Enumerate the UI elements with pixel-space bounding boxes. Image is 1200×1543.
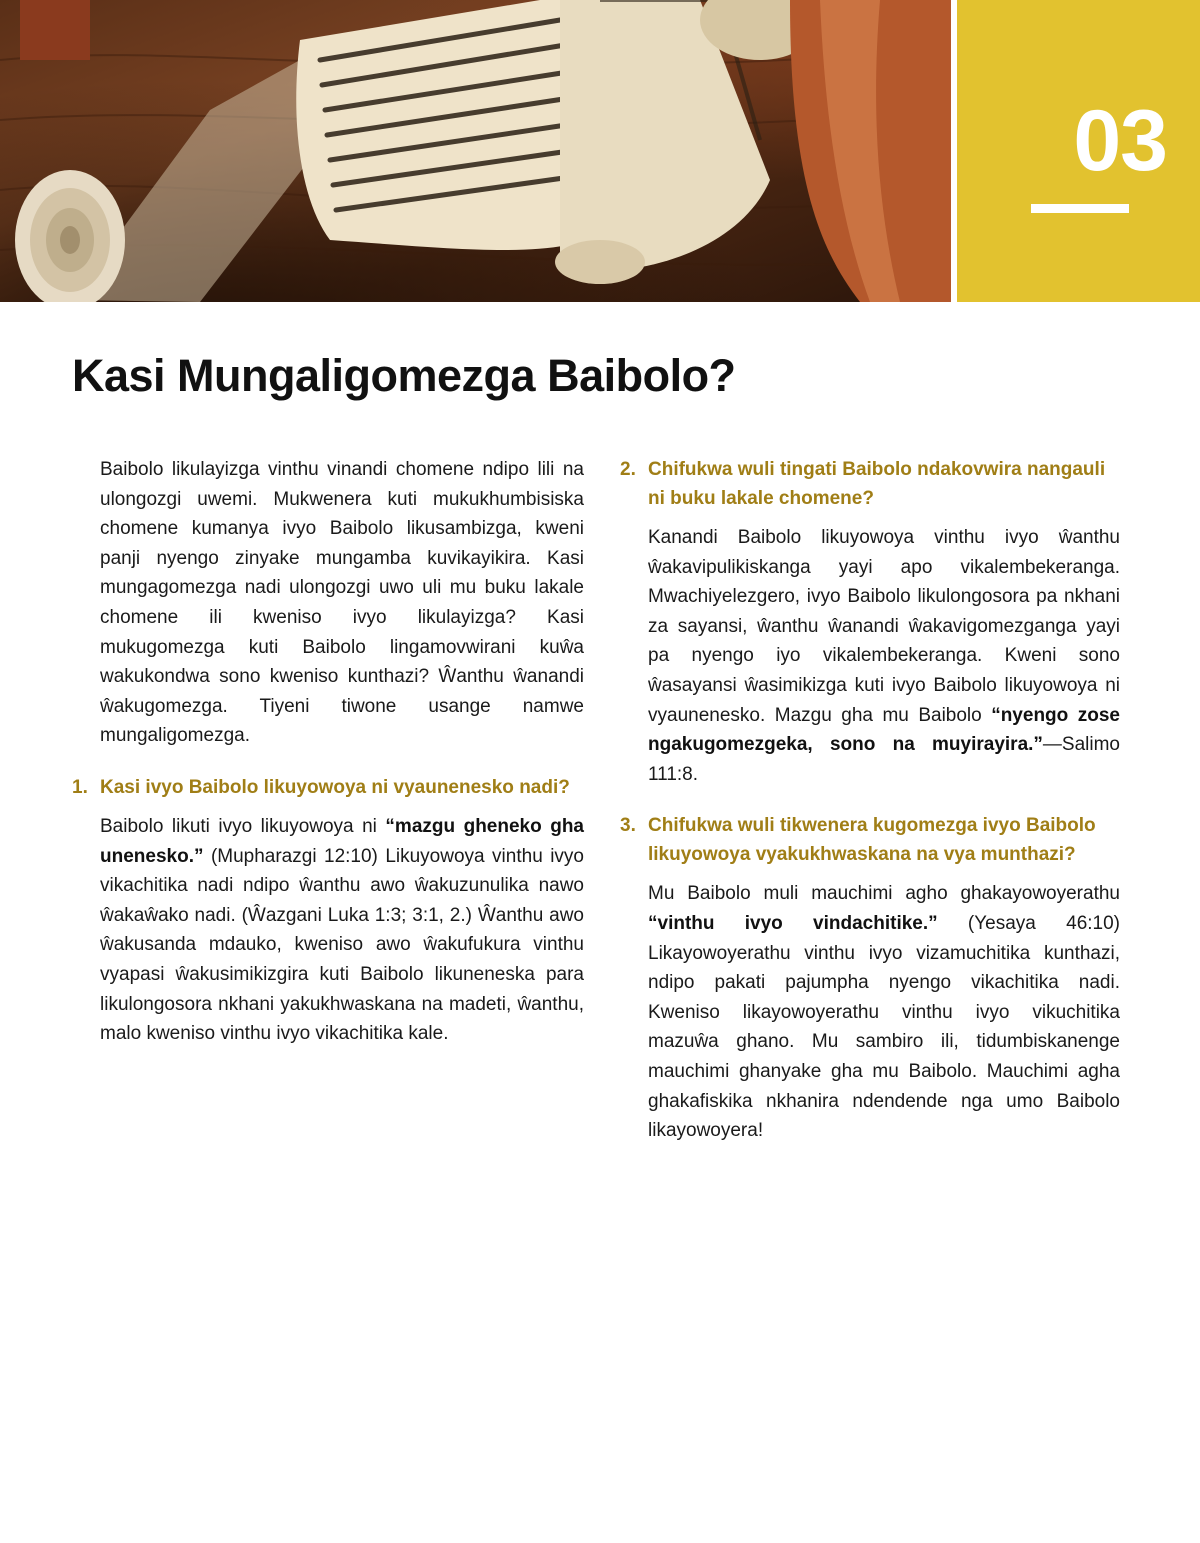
left-column — [72, 455, 584, 1049]
scripture-quote: “mazgu gheneko gha unenesko.” — [100, 815, 585, 867]
rolled-scroll-left — [15, 60, 340, 302]
intro-paragraph: Baibolo likulayizga vinthu vinandi chomene ndipo lili na ulongozgi uwemi. Mukwenera kuti mukukhumbisiska chomene kumanya ivyo Baibolo likusambizga, kweni panji nyengo zinyake mungamba kuvikayikira. Kasi mungagomezga nadi ulongozgi uwo uli mu buku lakale chomene ili kweniso ivyo likulayizga? Kasi mukugomezga kuti Baibolo lingamovwirani kuŵa wakukondwa sono kweniso kunthazi? Ŵanthu ŵanandi ŵakugomezga. Tiyeni tiwone usange namwe mungaligomezga. — [100, 459, 584, 747]
question-text: Chifukwa wuli tingati Baibolo ndakovwira nangauli ni buku lakale chomene? — [648, 459, 1106, 509]
question-text: Kasi ivyo Baibolo likuyowoya ni vyaunenesko nadi? — [100, 776, 570, 798]
answer-1-paragraph — [100, 812, 584, 1049]
answer-text: (Yesaya 46:10) Likayowoyerathu vinthu ivyo vizamuchitika kunthazi, ndipo pakati pajumpha nyengo vikachitika nadi. Kweniso likayowoyerathu vinthu ivyo vikuchitika mazuŵa ghano. Mu sambiro ili, tidumbiskanenge mauchimi ghanyake gha mu Baibolo. Mauchimi agha ghakafiskika nkhanira ndendende nga umo Baibolo likayowoyera! — [648, 912, 1120, 1142]
question-number: 1. — [72, 776, 88, 798]
question-text: Chifukwa wuli tikwenera kugomezga ivyo Baibolo likuyowoya vyakukhwaskana na vya munthazi? — [648, 815, 1096, 866]
header-image — [0, 0, 951, 302]
question-3 — [620, 811, 1120, 869]
question-number: 3. — [620, 815, 636, 837]
question-2 — [620, 455, 1120, 513]
answer-2-paragraph — [648, 523, 1120, 789]
page-title: Kasi Mungaligomezga Baibolo? — [72, 350, 736, 401]
question-1 — [72, 773, 584, 802]
lesson-badge — [957, 0, 1200, 302]
badge-underline — [1031, 204, 1129, 213]
answer-text: —Salimo 111:8. — [648, 734, 1120, 785]
wooden-block — [20, 0, 90, 60]
right-column — [620, 455, 1120, 1146]
scripture-quote: “vinthu ivyo vindachitike.” — [648, 912, 938, 934]
answer-text: Baibolo likuti ivyo likuyowoya ni — [100, 815, 386, 837]
scripture-quote: “nyengo zose ngakugomezgeka, sono na muyirayira.” — [648, 704, 1120, 756]
question-number: 2. — [620, 459, 636, 480]
answer-text: (Mupharazgi 12:10) Likuyowoya vinthu ivyo vikachitika nadi ndipo ŵanthu awo ŵakuzunulika nawo ŵakaŵako nadi. (Ŵazgani Luka 1:3; 3:1, 2.) Ŵanthu awo ŵakusanda mdauko, kweniso awo ŵakufukura vinthu vyapasi ŵakusimikizgira kuti Baibolo likuneneska para likulongosora nkhani yakukhwaskana na madeti, ŵanthu, malo kweniso vinthu ivyo vikachitika kale. — [100, 845, 584, 1045]
clay-jar — [790, 0, 951, 302]
answer-3-paragraph — [648, 879, 1120, 1145]
scrolls-illustration — [0, 0, 951, 302]
lesson-number: 03 — [1073, 93, 1167, 189]
answer-text: Kanandi Baibolo likuyowoya vinthu ivyo ŵanthu ŵakavipulikiskanga yayi apo vikalembekeranga. Mwachiyelezgero, ivyo Baibolo likulongosora pa nkhani za sayansi, ŵanthu ŵanandi ŵakavigomezganga yayi pa nyengo iyo vikalembekeranga. Kweni sono ŵasayansi ŵasimikizga kuti ivyo Baibolo likuyowoya ni vyaunenesko. Mazgu gha mu Baibolo — [648, 527, 1120, 726]
answer-text: Mu Baibolo muli mauchimi agho ghakayowoyerathu — [648, 883, 1120, 905]
rolled-scroll-right — [555, 0, 820, 284]
